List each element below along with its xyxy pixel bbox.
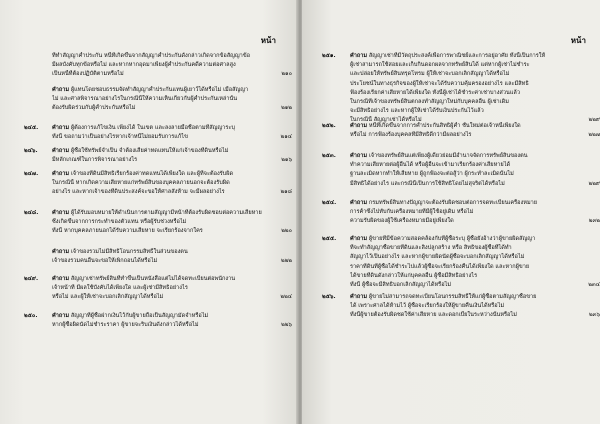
entry-line <box>350 208 586 217</box>
entry-term: คำถาม <box>350 236 368 242</box>
entry-line <box>350 89 586 98</box>
entry-line-text: ที่ทำสัญญาค้ำประกัน หนี้ที่เกิดขึ้นจากสัญญาค้ำประกันดังกล่าวเกิดจากข้อสัญญาข้อ <box>52 53 251 59</box>
entry-term: คำถาม <box>52 87 70 93</box>
index-entry <box>24 147 292 165</box>
entry-number: ๒๕๔. <box>322 200 337 206</box>
entry-term: คำถาม <box>350 53 368 59</box>
entry-line-text: ผู้ต้องการแก้ไขเงิน เพียงได้ ในเขต และลงลายมือชื่อตามที่สัญญาระบุ <box>70 125 235 131</box>
entry-term: คำถาม <box>52 148 70 154</box>
entry-line-text: ทำความเสียหายต่อผู้อื่นได้ หรือผู้อื่นจะเข้ามาเรียกร้องค่าเสียหายได้ <box>350 162 511 169</box>
entry-line-text: ราคาที่ดินที่ผู้ซื้อได้ชำระไปแล้วผู้ซื้อจะเรียกร้องคืนได้เพียงใด และหากผู้ขาย <box>350 263 530 270</box>
entry-line <box>52 124 278 133</box>
entry-line <box>350 52 586 61</box>
entry-number: ๒๔๙. <box>24 276 39 282</box>
index-entry <box>24 275 292 303</box>
entry-number: ๒๕๐. <box>24 313 38 319</box>
entry-line-text: เจ้าของที่ดินมีสิทธิเรียกร้องค่าทดแทนได้เพียงใด และผู้ที่จะต้องรับผิด <box>70 171 234 177</box>
entry-line <box>350 152 586 161</box>
entry-line <box>350 80 586 89</box>
entry-page-number: ๒๓๖ <box>588 312 600 319</box>
entry-line-text: สัญญาเช่าที่มีวัตถุประสงค์เพื่อการพาณิชย์และการอยู่อาศัย ทั้งนี้เป็นการให้ <box>368 53 546 59</box>
entry-page-number: ๒๑๖ <box>281 157 292 164</box>
entry-term: คำถาม <box>350 153 368 159</box>
entry-page-number: ๒๒๔ <box>280 294 292 301</box>
entry-number: ๒๕๖. <box>322 294 336 300</box>
entry-line-text: การค้าซึ่งไปทับกับเครื่องหมายที่มีผู้ใช้อยู่เดิม หรือไม่ <box>350 209 474 216</box>
entry-line <box>52 188 278 197</box>
entry-line <box>350 244 586 253</box>
entry-line <box>52 227 278 236</box>
entry-line-text: ความรับผิดของผู้ใช้เครื่องหมายมีอยู่เพียงใด <box>350 218 454 225</box>
entry-page-number: ๒๑๘ <box>280 189 292 196</box>
entry-line <box>52 70 278 79</box>
entry-line-text: หากผู้ซื้อผิดนัดไม่ชำระราคา ผู้ขายจะริบเงินดังกล่าวได้หรือไม่ <box>52 322 199 329</box>
index-entry <box>322 122 600 140</box>
entry-term: คำถาม <box>350 123 368 129</box>
entry-line <box>350 302 586 311</box>
entry-number: ๒๔๖. <box>24 148 38 154</box>
entry-term: คำถาม <box>52 276 70 282</box>
entry-line-text: และปล่อยให้ทรัพย์สินทรุดโทรม ผู้ให้เช่าจะบอกเลิกสัญญาได้หรือไม่ <box>350 71 510 78</box>
entry-page-number: ๒๑๐ <box>281 71 292 78</box>
entry-number: ๒๔๗. <box>24 171 39 177</box>
index-entry <box>24 209 292 237</box>
entry-line <box>350 61 586 70</box>
entry-line-text: ผู้ได้รับมอบหมายให้ดำเนินการตามสัญญามีหน้าที่ต้องรับผิดชอบต่อความเสียหาย <box>70 210 262 216</box>
entry-number: ๒๔๕. <box>24 125 39 131</box>
entry-line <box>52 95 278 104</box>
entry-line-text: เจ้าของทรัพย์สินแต่เพียงผู้เดียวย่อมมีอำนาจจัดการทรัพย์สินของตน <box>368 153 528 159</box>
entry-page-number: ๒๒๗ <box>588 132 600 139</box>
entry-line-text: เจ้าของรวมคนอื่นจะขอให้เพิกถอนได้หรือไม่ <box>52 258 158 265</box>
entry-line <box>52 284 278 293</box>
entry-line <box>350 281 586 290</box>
entry-line <box>350 131 586 140</box>
entry-line-text: เจ้าหน้าที่ มีผลใช้บังคับได้เพียงใด และผู้เช่ามีสิทธิอย่างไร <box>52 285 188 292</box>
page-column-header: หน้า <box>260 36 276 45</box>
entry-line-text: ผู้ขายที่มีข้อความสอดคล้องกับที่ผู้ซื้อระบุ ผู้ซื้อยังอ้างว่าผู้ขายผิดสัญญา <box>368 236 536 242</box>
entry-line-text: ในกรณีนี้ สัญญาเช่าได้หรือไม่ <box>350 117 422 124</box>
entry-number: ๒๕๓. <box>322 153 336 159</box>
entry-line <box>52 104 278 113</box>
entry-page-number: ๒๒๐ <box>281 228 292 235</box>
entry-line <box>52 312 278 321</box>
entry-line-text: ผู้ขายไม่สามารถจดทะเบียนโอนกรรมสิทธิ์ให้แก่ผู้ซื้อตามสัญญาซื้อขาย <box>368 294 537 300</box>
entry-line <box>52 275 278 284</box>
entry-line-text: หรือไม่ การฟ้องร้องบุคคลที่มีสิทธิดีกว่ามีผลอย่างไร <box>350 132 472 139</box>
entry-line <box>52 218 278 227</box>
entry-line <box>52 257 278 266</box>
entry-page-number: ๒๒๖ <box>281 322 292 329</box>
entry-line-text: ในกรณีนี้ หากเกิดความเสียหายแก่ทรัพย์สินของบุคคลภายนอกจะต้องรับผิด <box>52 180 230 187</box>
entry-line <box>52 179 278 188</box>
entry-number: ๒๕๕. <box>322 236 337 242</box>
entry-line-text: ที่จะทำสัญญาซื้อขายที่ดินและสิ่งปลูกสร้าง หรือ สิทธิของผู้ซื้อที่ได้ทำ <box>350 245 512 252</box>
entry-line-text: ฐานละเมิดหากทำให้เสียหาย ผู้ถูกฟ้องจะต่อสู้ว่า ผู้กระทำละเมิดนั้นไม่ <box>350 171 514 178</box>
entry-line-text: กรมทรัพย์สินทางปัญญาจะต้องรับผิดชอบต่อการจดทะเบียนเครื่องหมาย <box>368 200 538 206</box>
entry-term: คำถาม <box>350 200 368 206</box>
entry-page-number: ๒๑๔ <box>280 134 292 141</box>
entry-line <box>350 70 586 79</box>
entry-line-text: เป็นหนี้ที่ต้องปฏิบัติตามหรือไม่ <box>52 71 124 78</box>
entry-term: คำถาม <box>52 313 70 319</box>
index-entry <box>52 248 292 266</box>
entry-line-text: ไม่ และศาลพิจารณาอย่างไรในกรณีนี้ให้ความเห็นเกี่ยวกับผู้ค้ำประกันเหล่านั้น <box>52 96 238 103</box>
entry-line <box>350 253 586 262</box>
entry-page-number: ๒๒๙ <box>588 180 600 187</box>
index-entry <box>52 86 292 114</box>
entry-line-text: สัญญาเช่าทรัพย์สินที่ทำขึ้นเป็นหนังสือแต่ไม่ได้จดทะเบียนต่อพนักงาน <box>70 276 236 282</box>
index-entry <box>24 124 292 142</box>
entry-line-text: ทั้งนี้ผู้ขายต้องรับผิดชดใช้ค่าเสียหาย และดอกเบี้ยในระหว่างนั้นหรือไม่ <box>350 312 517 319</box>
entry-line-text: หรือไม่ และผู้ให้เช่าจะบอกเลิกสัญญาได้หรือไม่ <box>52 294 164 301</box>
entry-line-text: ผู้เช่าสามารถใช้สอยและเก็บกินดอกผลจากทรัพย์สินได้ แต่หากผู้เช่าไม่ชำระ <box>350 62 530 69</box>
entry-page-number: ๒๓๔ <box>588 282 600 289</box>
entry-line <box>52 147 278 156</box>
entry-line-text: ฟ้องร้องเรียกค่าเสียหายได้เพียงใด ทั้งนี้ผู้เช่าได้ชำระค่าเช่าบางส่วนแล้ว <box>350 89 520 96</box>
entry-line <box>52 170 278 179</box>
entry-line-text: ได้ขายที่ดินดังกล่าวให้แก่บุคคลอื่น ผู้ซื้อมีสิทธิอย่างไร <box>350 272 478 279</box>
entry-line <box>350 263 586 272</box>
entry-term: คำถาม <box>350 294 368 300</box>
entry-page-number: ๒๒๙ <box>588 117 600 124</box>
entry-line-text: มีสิทธิได้อย่างไร และกรณีนี้เป็นการใช้สิทธิโดยไม่สุจริตได้หรือไม่ <box>350 180 505 187</box>
entry-number: ๒๕๒. <box>322 123 336 129</box>
entry-line-text: จะมีสิทธิอย่างไร และหากผู้ให้เช่าได้รับเงินประกันไว้แล้ว <box>350 108 484 115</box>
entry-number: ๒๕๑. <box>322 53 336 59</box>
index-entry <box>24 170 292 198</box>
index-entry <box>322 199 600 227</box>
entry-line <box>52 321 278 330</box>
entry-line-text: ทั้งนี้ ผู้ซื้อจะมีสิทธิบอกเลิกสัญญาได้หรือไม่ <box>350 282 452 289</box>
entry-term: คำถาม <box>52 249 70 255</box>
entry-line <box>350 161 586 170</box>
index-entry <box>322 293 600 321</box>
entry-term: คำถาม <box>52 171 70 177</box>
entry-page-number: ๒๑๒ <box>281 105 292 112</box>
entry-page-number: ๒๒๒ <box>280 258 292 265</box>
index-entry <box>52 52 292 80</box>
entry-line <box>350 122 586 131</box>
entry-line-text: ประโยชน์ในทางธุรกิจของผู้ให้เช่าจะได้รับความคุ้มครองอย่างไร และมีสิทธิ <box>350 80 529 87</box>
entry-line <box>52 293 278 302</box>
entry-term: คำถาม <box>52 210 70 216</box>
entry-line-text: ได้ เพราะศาลได้ห้ามไว้ ผู้ซื้อจะเรียกร้องให้ผู้ขายคืนเงินได้หรือไม่ <box>350 303 505 310</box>
index-entry <box>322 235 600 290</box>
entry-line-text: ซึ่งเกิดขึ้นจากการกระทำของตัวแทน หรือผู้รับช่วงหรือไม่ <box>52 219 187 226</box>
entry-line <box>52 156 278 165</box>
page-column-header: หน้า <box>570 36 586 45</box>
entry-line-text: สัญญาไว้เป็นอย่างไร และหากผู้ขายผิดนัดผู้ซื้อจะบอกเลิกสัญญาได้หรือไม่ <box>350 254 525 261</box>
entry-line-text: เจ้าของรวมไม่มีสิทธิโอนกรรมสิทธิ์ในส่วนของตน <box>70 249 188 255</box>
entry-term: คำถาม <box>52 125 70 131</box>
entry-line <box>52 61 278 70</box>
entry-line <box>350 235 586 244</box>
entry-line-text: สัญญาที่ผู้ซื้อฝากเงินไว้กับผู้ขายถือเป็นสัญญามัดจำหรือไม่ <box>70 313 209 319</box>
entry-page-number: ๒๓๒ <box>588 218 600 225</box>
entry-line <box>350 98 586 107</box>
entry-line <box>350 180 586 189</box>
entry-line <box>350 217 586 226</box>
entry-line-text: ทั้งนี้ ขอถามว่าเป็นอย่างไรหากเจ้าหนี้ไม่ยอมรับการแก้ไข <box>52 134 188 141</box>
entry-line <box>52 133 278 142</box>
left-page <box>0 0 298 424</box>
right-page <box>302 0 600 424</box>
entry-line <box>52 86 278 95</box>
entry-line-text: ในกรณีที่เจ้าของทรัพย์สินตกลงทำสัญญาใหม่กับบุคคลอื่น ผู้เช่าเดิม <box>350 99 509 106</box>
entry-line <box>350 170 586 179</box>
entry-line-text: ผู้แทนโดยชอบธรรมจัดทำสัญญาค้ำประกันแทนผู้เยาว์ได้หรือไม่ เมื่อสัญญา <box>70 87 249 93</box>
entry-line-text: อย่างไร และหากเจ้าของที่ดินประสงค์จะขอให้ศาลสั่งห้าม จะมีผลอย่างไร <box>52 189 225 196</box>
entry-line <box>350 311 586 320</box>
entry-line <box>350 272 586 281</box>
entry-line <box>350 107 586 116</box>
entry-line-text: มีผลบังคับทุกข้อหรือไม่ และหากหากอุดมาเพียงผู้ค้ำประกันคดีความต่อศาลสูง <box>52 62 236 69</box>
entry-line-text: หนี้ที่เกิดขึ้นจากการค้ำประกันสิทธิผู้ค้ำ ชั้นใหม่ต่อเจ้าหนี้เพียงใด <box>368 123 521 129</box>
entry-line <box>350 199 586 208</box>
entry-number: ๒๔๘. <box>24 210 39 216</box>
entry-line <box>52 52 278 61</box>
index-entry <box>24 312 292 330</box>
entry-line <box>52 209 278 218</box>
entry-line <box>350 293 586 302</box>
index-entry <box>322 152 600 189</box>
entry-line-text: ทั้งนี้ หากบุคคลภายนอกได้รับความเสียหาย จะเรียกร้องจากใคร <box>52 228 203 235</box>
entry-line-text: มีหลักเกณฑ์ในการพิจารณาอย่างไร <box>52 157 138 164</box>
entry-line <box>52 248 278 257</box>
entry-line-text: ผู้ซื้อใช้ทรัพย์จำเป็น จำต้องเสียค่าทดแทนให้แก่เจ้าของที่ดินหรือไม่ <box>70 148 229 154</box>
entry-line-text: ต้องรับผิดร่วมกับผู้ค้ำประกันหรือไม่ <box>52 105 136 112</box>
